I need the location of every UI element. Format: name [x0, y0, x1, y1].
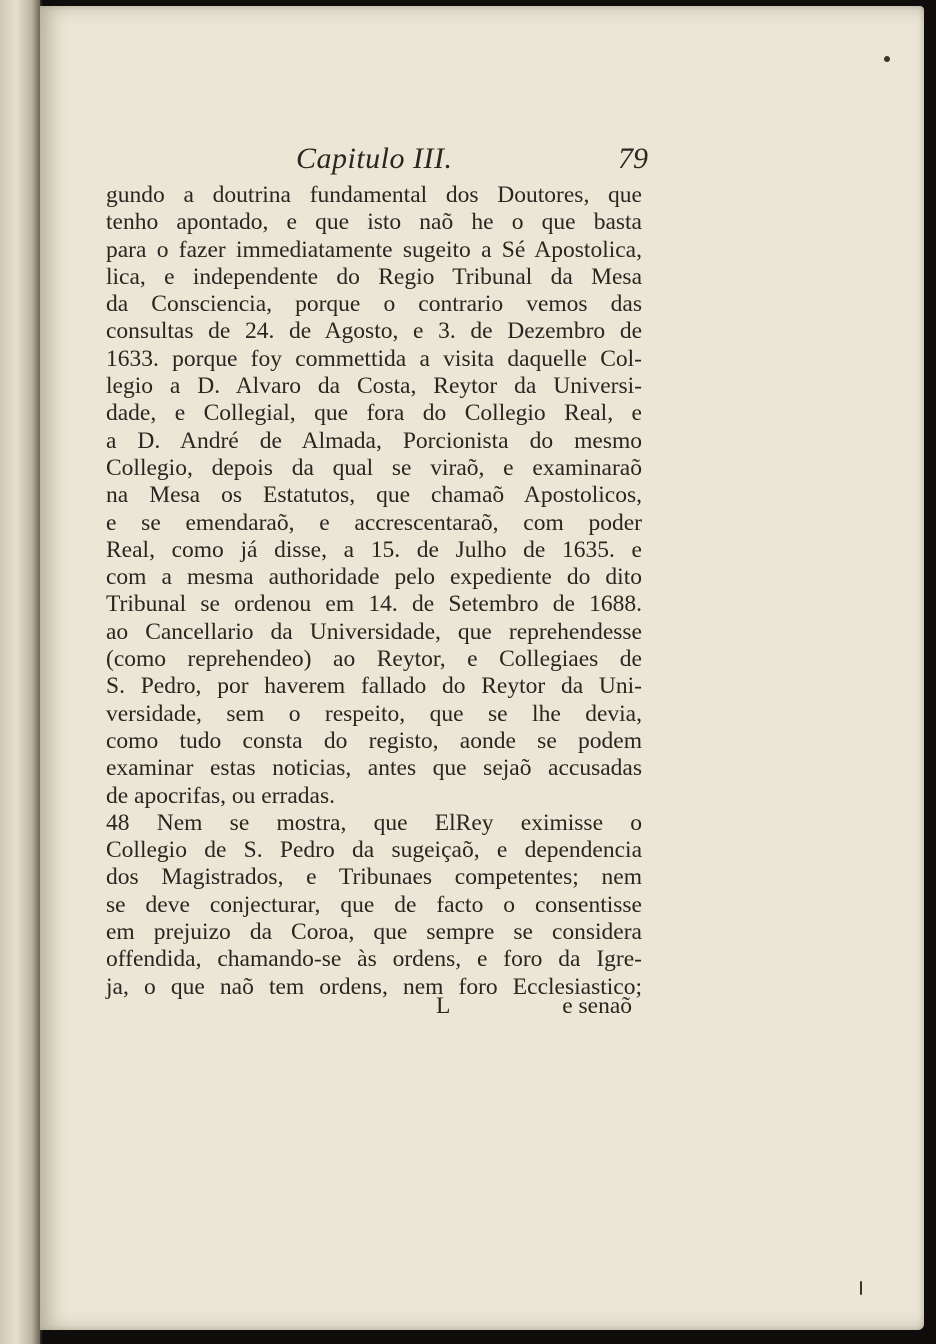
text-line: e se emendaraõ, e accrescentaraõ, com poder: [106, 509, 642, 536]
paper-speck: [860, 1281, 862, 1295]
text-line: dos Magistrados, e Tribunaes competentes; nem: [106, 864, 642, 891]
text-line: consultas de 24. de Agosto, e 3. de Dezembro de: [106, 318, 642, 345]
book-spine-edge: [0, 0, 42, 1344]
text-line: com a mesma authoridade pelo expediente do dito: [106, 564, 642, 591]
text-line: dade, e Collegial, que fora do Collegio Real, e: [106, 400, 642, 427]
text-line: para o fazer immediatamente sugeito a Sé Apostolica,: [106, 236, 642, 263]
paper-speck: [884, 56, 890, 62]
running-title: Capitulo III.: [296, 142, 453, 175]
text-line: ao Cancellario da Universidade, que reprehendesse: [106, 618, 642, 645]
text-line: 1633. porque foy commettida a visita daquelle Col-: [106, 345, 642, 372]
text-line: offendida, chamando-se às ordens, e foro da Igre-: [106, 946, 642, 973]
text-line: a D. André de Almada, Porcionista do mesmo: [106, 427, 642, 454]
text-line: como tudo consta do registo, aonde se podem: [106, 727, 642, 754]
page-footer: [106, 993, 642, 1023]
text-line: lica, e independente do Regio Tribunal da Mesa: [106, 263, 642, 290]
page-number: 79: [618, 142, 648, 175]
text-line: em prejuizo da Coroa, que sempre se considera: [106, 919, 642, 946]
text-line: ja, o que naõ tem ordens, nem foro Ecclesiastico;: [106, 973, 642, 1000]
text-line: se deve conjecturar, que de facto o consentisse: [106, 891, 642, 918]
text-line: S. Pedro, por haverem fallado do Reytor da Uni-: [106, 673, 642, 700]
page-header: [106, 142, 656, 186]
text-line: da Consciencia, porque o contrario vemos das: [106, 291, 642, 318]
text-line: Tribunal se ordenou em 14. de Setembro de 1688.: [106, 591, 642, 618]
text-line: Collegio, depois da qual se viraõ, e examinaraõ: [106, 454, 642, 481]
text-line: versidade, sem o respeito, que se lhe devia,: [106, 700, 642, 727]
text-line: de apocrifas, ou erradas.: [106, 782, 336, 809]
text-line: Real, como já disse, a 15. de Julho de 1635. e: [106, 536, 642, 563]
text-line: (como reprehendeo) ao Reytor, e Collegiaes de: [106, 646, 642, 673]
text-line: legio a D. Alvaro da Costa, Reytor da Universi-: [106, 373, 642, 400]
catchword: e senaõ: [562, 993, 632, 1019]
text-line: examinar estas noticias, antes que sejaõ accusadas: [106, 755, 642, 782]
text-line: na Mesa os Estatutos, que chamaõ Apostolicos,: [106, 482, 642, 509]
body-text: [106, 182, 642, 1001]
paragraph-start-line: 48 Nem se mostra, que ElRey eximisse o: [106, 809, 642, 836]
signature-mark: L: [436, 993, 451, 1019]
text-line: tenho apontado, e que isto naõ he o que basta: [106, 209, 642, 236]
text-line: Collegio de S. Pedro da sugeiçaõ, e dependencia: [106, 837, 642, 864]
text-line: gundo a doutrina fundamental dos Doutores, que: [106, 182, 642, 208]
